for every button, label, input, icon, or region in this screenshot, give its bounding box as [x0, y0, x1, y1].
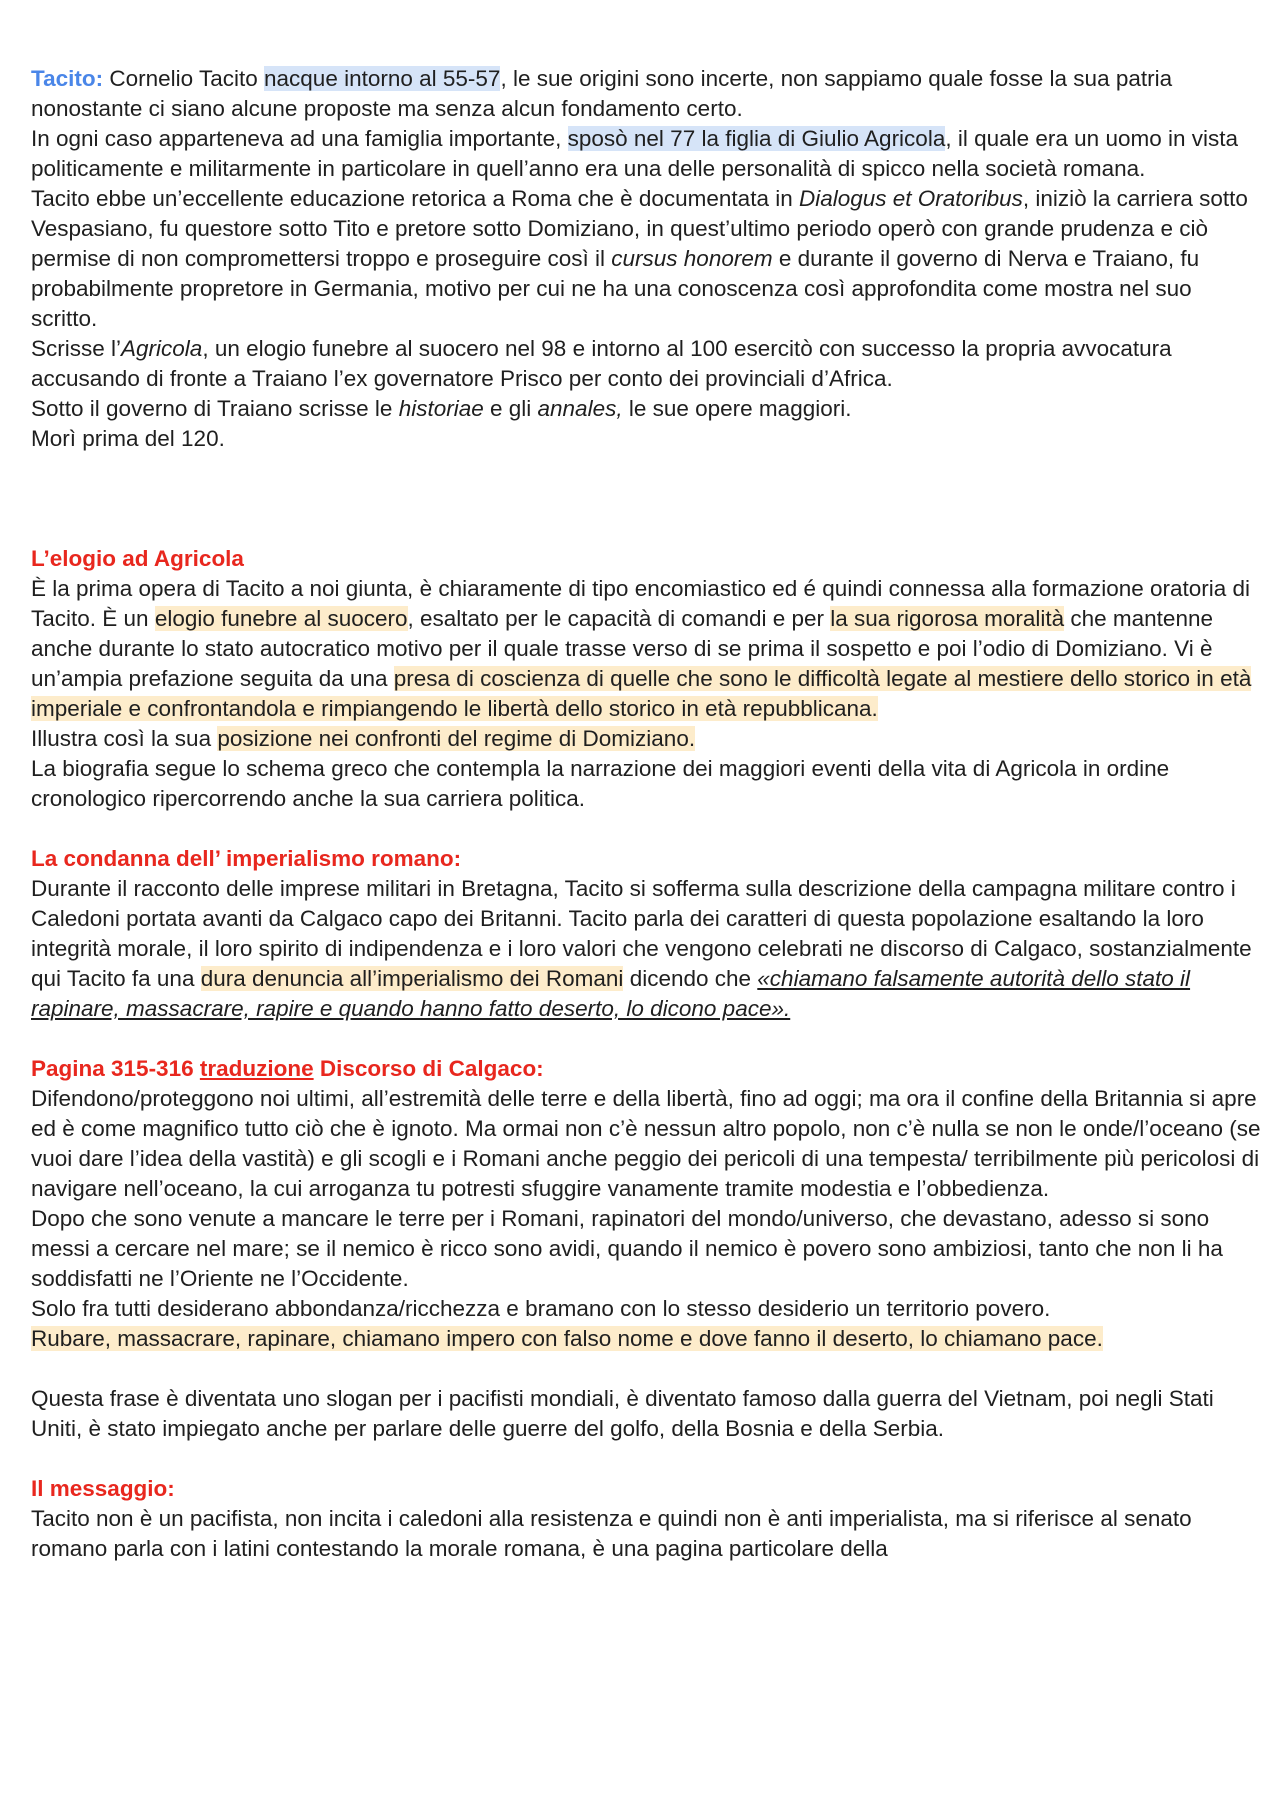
spacer: [31, 814, 1261, 844]
spacer: [31, 454, 1261, 544]
intro-text: le sue opere maggiori.: [622, 396, 852, 421]
quotation: «chiamano falsamente autorità dello stato il rapinare, massacrare, rapire e quando hanno fatto deserto, lo dicono pace».: [31, 966, 1191, 1021]
highlight-pace: Rubare, massacrare, rapinare, chiamano impero con falso nome e dove fanno il deserto, lo chiamano pace.: [31, 1326, 1103, 1351]
italic-title: annales,: [537, 396, 623, 421]
body-text: , esaltato per le capacità di comandi e per: [407, 606, 831, 631]
intro-paragraph-1: [31, 64, 1261, 124]
spacer: [31, 1024, 1261, 1054]
body-text: È la prima opera di Tacito a noi giunta, è chiaramente di tipo encomiastico ed é quindi connessa alla formazione oratoria di Tacito. È un: [31, 576, 1251, 631]
traduzione-paragraph-4: [31, 1324, 1261, 1354]
highlight-posizione: posizione nei confronti del regime di Domiziano.: [217, 726, 696, 751]
italic-title: Agricola: [121, 336, 203, 361]
intro-text: Cornelio Tacito: [103, 66, 265, 91]
body-text: Durante il racconto delle imprese militari in Bretagna, Tacito si sofferma sulla descrizione della campagna militare contro i Caledoni portata avanti da Calgaco capo dei Britanni. Tacito parla dei caratteri di questa popolazione esaltando la loro integrità morale, il loro spirito di indipendenza e i loro valori che vengono celebrati ne discorso di Calgaco, sostanzialmente qui Tacito fa una: [31, 876, 1252, 991]
body-text: Illustra così la sua: [31, 726, 218, 751]
spacer: [31, 1354, 1261, 1384]
intro-text: , iniziò la carriera sotto Vespasiano, fu questore sotto Tito e pretore sotto Domiziano, in quest’ultimo periodo operò con grande prudenza e ciò permise di non compromettersi troppo e proseguire così il: [31, 186, 1248, 271]
section-title-traduzione: [31, 1054, 1261, 1084]
intro-paragraph-4: [31, 334, 1261, 394]
title-text: Pagina 315-316: [31, 1056, 200, 1081]
intro-paragraph-5: [31, 394, 1261, 424]
intro-text: , un elogio funebre al suocero nel 98 e intorno al 100 esercitò con successo la propria avvocatura accusando di fronte a Traiano l’ex governatore Prisco per conto dei provinciali d’Africa.: [31, 336, 1172, 391]
intro-text: e gli: [483, 396, 538, 421]
italic-term: cursus honorem: [611, 246, 773, 271]
highlight-moralita: la sua rigorosa moralità: [830, 606, 1065, 631]
traduzione-paragraph-2: Dopo che sono venute a mancare le terre per i Romani, rapinatori del mondo/universo, che devastano, adesso si sono messi a cercare nel mare; se il nemico è ricco sono avidi, quando il nemico è povero sono ambiziosi, tanto che non li ha soddisfatti ne l’Oriente ne l’Occidente.: [31, 1206, 1223, 1291]
condanna-paragraph: [31, 874, 1261, 1024]
slogan-paragraph: Questa frase è diventata uno slogan per i pacifisti mondiali, è diventato famoso dalla guerra del Vietnam, poi negli Stati Uniti, è stato impiegato anche per parlare delle guerre del golfo, della Bosnia e della Serbia.: [31, 1386, 1214, 1441]
highlight-elogio: elogio funebre al suocero: [154, 606, 408, 631]
intro-paragraph-2: [31, 124, 1261, 184]
document-page: [31, 64, 1261, 1564]
intro-text: , il quale era un uomo in vista politicamente e militarmente in particolare in quell’anno era una delle personalità di spicco nella società romana.: [31, 126, 1239, 181]
intro-paragraph-6: Morì prima del 120.: [31, 426, 225, 451]
intro-text: e durante il governo di Nerva e Traiano, fu probabilmente propretore in Germania, motivo per cui ne ha una conoscenza così approfondita come mostra nel suo scritto.: [31, 246, 1200, 331]
agricola-paragraph-2: [31, 724, 1261, 754]
tacito-label: Tacito:: [31, 66, 104, 91]
agricola-paragraph-1: [31, 574, 1261, 724]
messaggio-paragraph: Tacito non è un pacifista, non incita i caledoni alla resistenza e quindi non è anti imperialista, ma si riferisce al senato romano parla con i latini contestando la morale romana, è una pagina particolare della: [31, 1506, 1192, 1561]
agricola-paragraph-3: La biografia segue lo schema greco che contempla la narrazione dei maggiori eventi della vita di Agricola in ordine cronologico ripercorrendo anche la sua carriera politica.: [31, 756, 1170, 811]
intro-text: , le sue origini sono incerte, non sappiamo quale fosse la sua patria nonostante ci siano alcune proposte ma senza alcun fondamento certo.: [31, 66, 1173, 121]
spacer: [31, 1444, 1261, 1474]
intro-text: Sotto il governo di Traiano scrisse le: [31, 396, 399, 421]
traduzione-paragraph-1: Difendono/proteggono noi ultimi, all’estremità delle terre e della libertà, fino ad oggi; ma ora il confine della Britannia si apre ed è come magnifico tutto ciò che è ignoto. Ma ormai non c’è nessun altro popolo, non c’è nulla se non le onde/l’oceano (se vuoi dare l’idea della vastità) e gli scogli e i Romani anche peggio dei pericoli di una tempesta/ terribilmente più pericolosi di navigare nell’oceano, la cui arroganza tu potresti sfuggire vanamente tramite modestia e l’obbedienza.: [31, 1086, 1261, 1201]
intro-paragraph-3: [31, 184, 1261, 334]
intro-text: Scrisse l’: [31, 336, 122, 361]
intro-text: Tacito ebbe un’eccellente educazione retorica a Roma che è documentata in: [31, 186, 799, 211]
intro-text: In ogni caso apparteneva ad una famiglia importante,: [31, 126, 568, 151]
body-text: che mantenne anche durante lo stato autocratico motivo per il quale trasse verso di se prima il sospetto e poi l’odio di Domiziano. Vi è un’ampia prefazione seguita da una: [31, 606, 1213, 691]
highlight-marriage: sposò nel 77 la figlia di Giulio Agricola: [567, 126, 946, 151]
traduzione-paragraph-3: Solo fra tutti desiderano abbondanza/ricchezza e bramano con lo stesso desiderio un territorio povero.: [31, 1296, 1051, 1321]
highlight-coscienza: presa di coscienza di quelle che sono le difficoltà legate al mestiere dello storico in età imperiale e confrontandola e rimpiangendo le libertà dello storico in età repubblicana.: [31, 666, 1252, 721]
section-title-agricola: L’elogio ad Agricola: [31, 546, 244, 571]
highlight-birth: nacque intorno al 55-57: [264, 66, 501, 91]
highlight-denuncia: dura denuncia all’imperialismo dei Romani: [200, 966, 624, 991]
title-underlined: traduzione: [199, 1056, 314, 1081]
italic-title: Dialogus et Oratoribus: [798, 186, 1023, 211]
section-title-messaggio: Il messaggio:: [31, 1476, 175, 1501]
italic-title: historiae: [398, 396, 484, 421]
title-text: Discorso di Calgaco:: [313, 1056, 544, 1081]
section-title-condanna: La condanna dell’ imperialismo romano:: [31, 846, 462, 871]
body-text: dicendo che: [623, 966, 758, 991]
